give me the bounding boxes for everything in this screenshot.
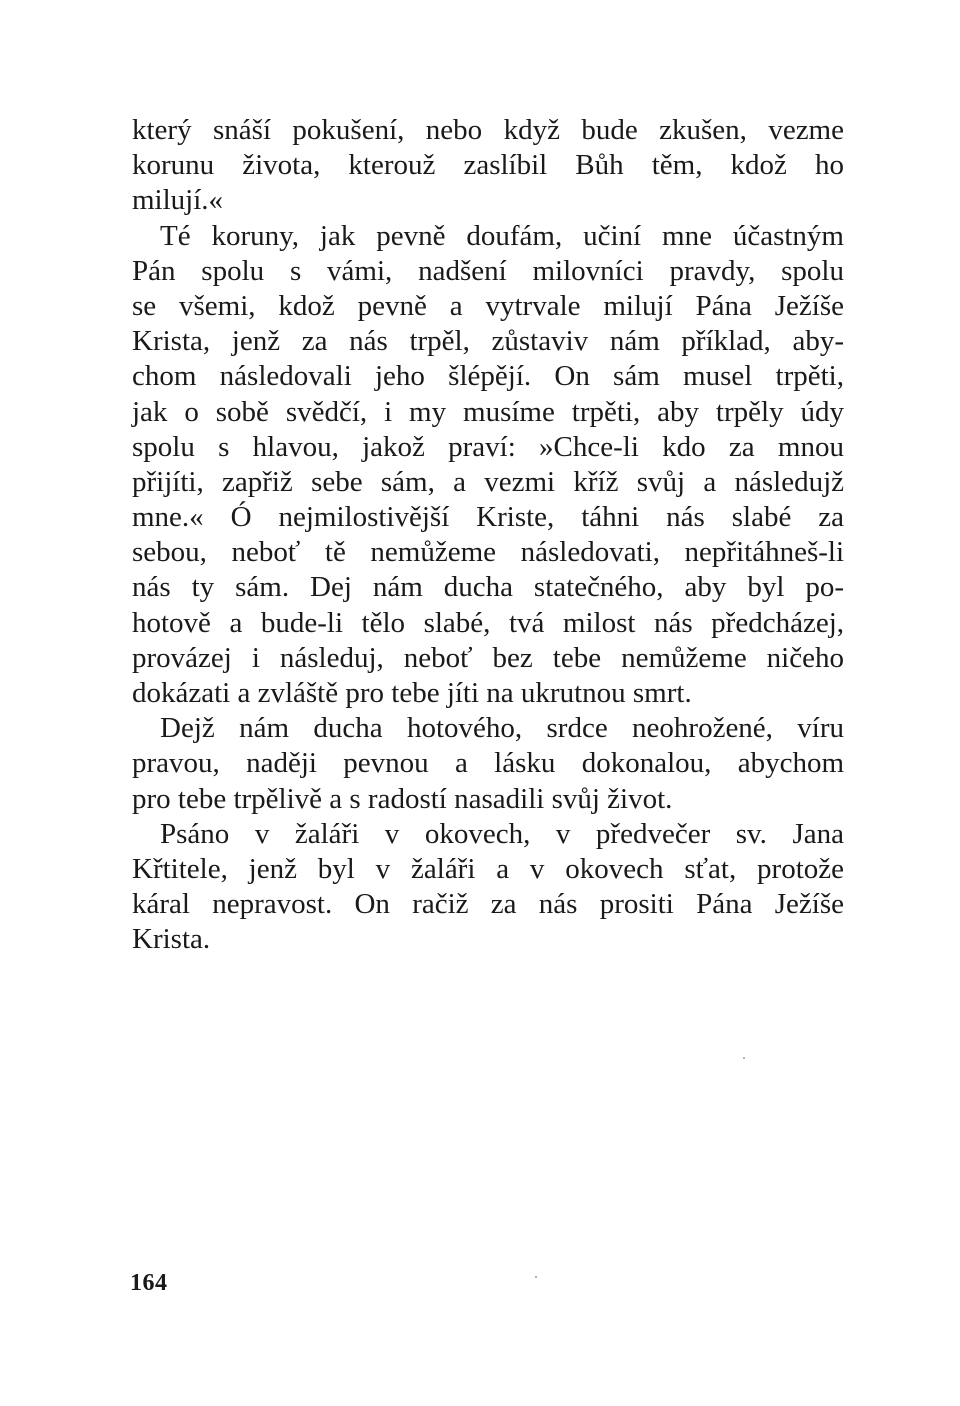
page-number: 164 — [130, 1270, 168, 1296]
text-line: mne.« Ó nejmilostivější Kriste, táhni nás slabé za — [132, 501, 844, 534]
text-line: chom následovali jeho šlépějí. On sám musel trpěti, — [132, 360, 844, 393]
text-line: dokázati a zvláště pro tebe jíti na ukrutnou smrt. — [132, 677, 692, 709]
text-line: káral nepravost. On račiž za nás prositi Pána Ježíše — [132, 888, 844, 921]
text-line: který snáší pokušení, nebo když bude zkušen, vezme — [132, 114, 844, 146]
text-line: sebou, neboť tě nemůžeme následovati, nepřitáhneš-li — [132, 536, 844, 569]
text-line: provázej i následuj, neboť bez tebe nemůžeme ničeho — [132, 641, 844, 674]
paragraph-start-line: Dejž nám ducha hotového, srdce neohrožené, víru — [160, 712, 844, 745]
text-line: se všemi, kdož pevně a vytrvale milují Pána Ježíše — [132, 289, 844, 322]
text-line: přijíti, zapřiž sebe sám, a vezmi kříž svůj a následujž — [132, 465, 844, 498]
text-line: Krista, jenž za nás trpěl, zůstaviv nám příklad, aby- — [132, 325, 844, 358]
text-line: nás ty sám. Dej nám ducha statečného, aby byl po- — [132, 571, 844, 604]
text-line: milují.« — [132, 184, 224, 217]
text-line: pravou, naději pevnou a lásku dokonalou, abychom — [132, 747, 844, 780]
text-line: Křtitele, jenž byl v žaláři a v okovech sťat, protože — [132, 852, 844, 885]
text-line: spolu s hlavou, jakož praví: »Chce-li kdo za mnou — [132, 430, 844, 463]
text-line: Pán spolu s vámi, nadšení milovníci pravdy, spolu — [132, 254, 844, 287]
paragraph-start-line: Té koruny, jak pevně doufám, učiní mne účastným — [160, 219, 844, 252]
paragraph-start-line: Psáno v žaláři v okovech, v předvečer sv. Jana — [160, 817, 844, 850]
print-speck — [535, 1276, 537, 1278]
text-line: jak o sobě svědčí, i my musíme trpěti, aby trpěly údy — [132, 395, 844, 428]
text-line: korunu života, kterouž zaslíbil Bůh těm, kdož ho — [132, 149, 844, 182]
print-speck — [743, 1057, 745, 1059]
text-line: hotově a bude-li tělo slabé, tvá milost nás předcházej, — [132, 606, 844, 639]
text-line: pro tebe trpělivě a s radostí nasadili svůj život. — [132, 782, 673, 815]
text-line: Krista. — [132, 923, 211, 956]
body-text — [132, 113, 844, 958]
